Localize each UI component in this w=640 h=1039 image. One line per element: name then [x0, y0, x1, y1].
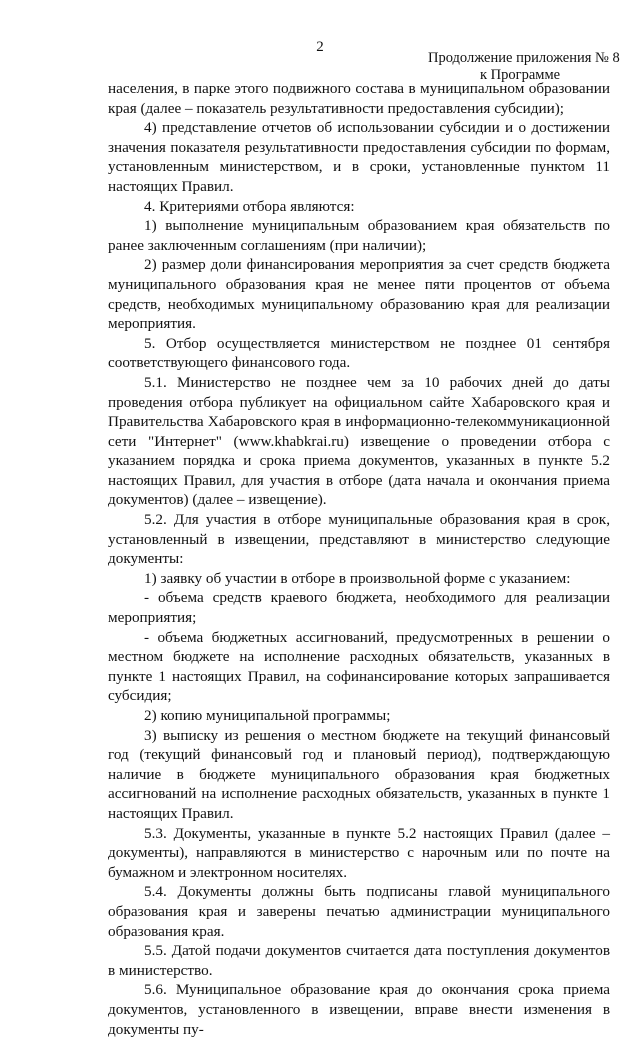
paragraph: 5.1. Министерство не позднее чем за 10 рабочих дней до даты проведения отбора публикует на официальном сайте Хабаровского края и Правительства Хабаровского края в информационно-телекоммуникационной сети "Интернет" (www.khabkrai.ru) извещение о проведении отбора с указанием порядка и срока приема документов, указанных в пункте 5.2 настоящих Правил, для участия в отборе (дата начала и окончания приема документов) (далее – извещение).: [108, 373, 610, 509]
page-number: 2: [316, 39, 324, 55]
paragraph: 2) копию муниципальной программы;: [144, 707, 391, 724]
paragraph: 1) заявку об участии в отборе в произвольной форме с указанием:: [144, 569, 571, 587]
paragraph: 3) выписку из решения о местном бюджете на текущий финансовый год (текущий финансовый год и плановый период), подтверждающую наличие в бюджете муниципального образования края бюджетных ассигнований на исполнение расходных обязательств, указанных в пункте 1 настоящих Правил.: [108, 726, 610, 822]
paragraph: 5.6. Муниципальное образование края до окончания срока приема документов, установленного в извещении, вправе внести изменения в документы пу-: [108, 981, 610, 1038]
paragraph: 5. Отбор осуществляется министерством не позднее 01 сентября соответствующего финансового года.: [108, 334, 610, 372]
paragraph: 5.3. Документы, указанные в пункте 5.2 настоящих Правил (далее – документы), направляются в министерство с нарочным или по почте на бумажном и электронном носителях.: [108, 824, 610, 881]
paragraph: 4) представление отчетов об использовании субсидии и о достижении значения показателя результативности предоставления субсидии по формам, установленным министерством, и в сроки, установленные пунктом 11 настоящих Правил.: [108, 119, 610, 195]
paragraph: 4. Критериями отбора являются:: [144, 197, 355, 215]
document-body: [108, 79, 610, 1039]
paragraph: - объема средств краевого бюджета, необходимого для реализации мероприятия;: [108, 589, 610, 627]
paragraph: 2) размер доли финансирования мероприятия за счет средств бюджета муниципального образования края не менее пяти процентов от объема средств, необходимых муниципальному образованию края для реализации мероприятия.: [108, 256, 610, 333]
header-line-1: Продолжение приложения № 8: [428, 50, 620, 66]
paragraph: 1) выполнение муниципальным образованием края обязательств по ранее заключенным соглашениям (при наличии);: [108, 217, 610, 254]
paragraph: 5.2. Для участия в отборе муниципальные образования края в срок, установленный в извещении, представляют в министерство следующие документы:: [108, 511, 610, 568]
paragraph: - объема бюджетных ассигнований, предусмотренных в решении о местном бюджете на исполнение расходных обязательств, указанных в пункте 1 настоящих Правил, на софинансирование которых запрашивается субсидия;: [108, 628, 610, 705]
paragraph: 5.4. Документы должны быть подписаны главой муниципального образования края и заверены печатью администрации муниципального образования края.: [108, 883, 610, 940]
paragraph: населения, в парке этого подвижного состава в муниципальном образовании края (далее – показатель результативности предоставления субсидии);: [108, 80, 610, 117]
header-line-2: к Программе: [480, 67, 561, 83]
paragraph: 5.5. Датой подачи документов считается дата поступления документов в министерство.: [108, 942, 610, 979]
